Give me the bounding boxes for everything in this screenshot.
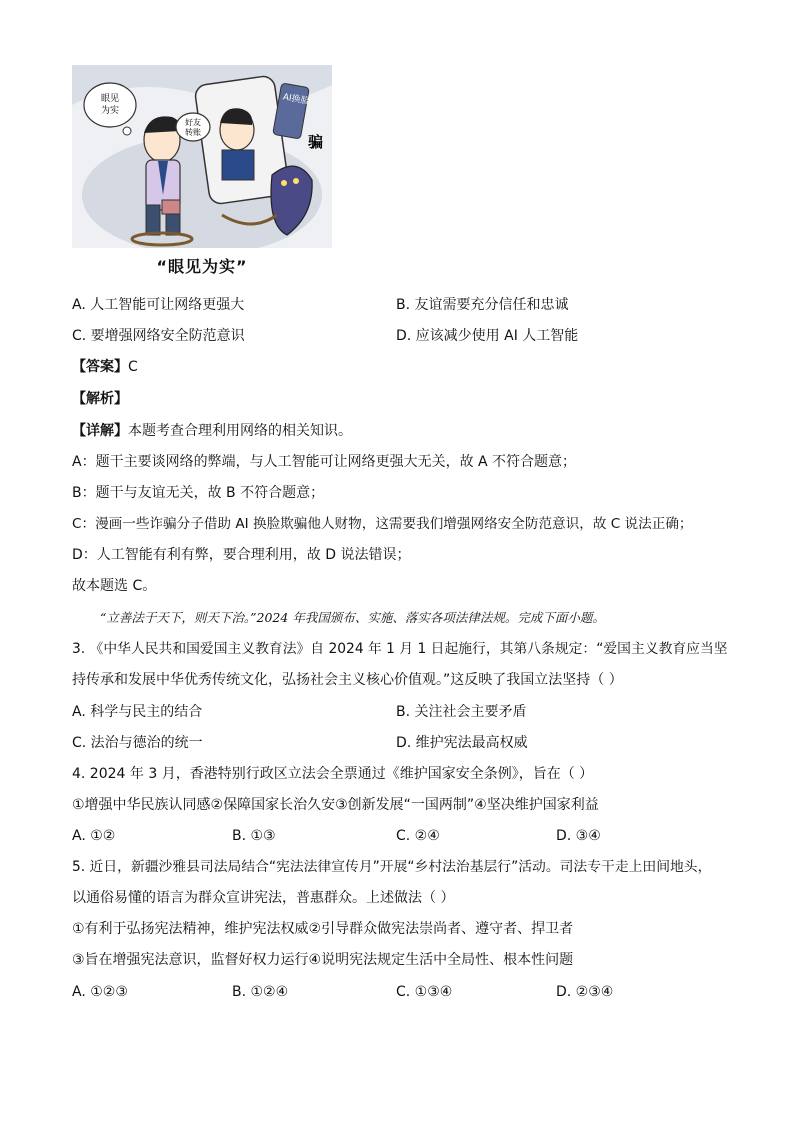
q2-option-a: A. 人工智能可让网络更强大 [72,297,245,313]
q5-items-line-2: ③旨在增强宪法意识，监督好权力运行④说明宪法规定生活中全局性、根本性问题 [72,952,574,968]
bubble-left-text-1: 眼见 [100,94,120,104]
detail-text: 本题考查合理利用网络的相关知识。 [128,423,352,439]
figure-caption: “眼见为实” [156,257,248,276]
q5-stem-line-2: 以通俗易懂的语言为群众宣讲宪法，普惠群众。上述做法（ ） [72,890,455,906]
q2-conclusion: 故本题选 C。 [72,578,157,594]
q5-option-b: B. ①②④ [232,984,289,1000]
q4-items: ①增强中华民族认同感②保障国家长治久安③创新发展“一国两制”④坚决维护国家利益 [72,797,599,813]
q2-option-b: B. 友谊需要充分信任和忠诚 [396,297,569,313]
cartoon-illustration [72,65,332,248]
q3-stem-line-2: 持传承和发展中华优秀传统文化，弘扬社会主义核心价值观。”这反映了我国立法坚持（ ） [72,672,623,688]
bubble-mid-text-1: 好友 [185,118,201,127]
ai-sign-text: AI换脸 [281,92,311,107]
q5-stem-line-1: 5. 近日，新疆沙雅县司法局结合“宪法法律宣传月”开展“乡村法治基层行”活动。司法专干走上田间地头， [72,859,712,875]
q3-stem-line-1: 3. 《中华人民共和国爱国主义教育法》自 2024 年 1 月 1 日起施行，其第八条规定：“爱国主义教育应当坚 [72,641,728,657]
bubble-left-text-2: 为实 [100,106,120,116]
q5-option-a: A. ①②③ [72,984,128,1000]
q4-option-b: B. ①③ [232,828,276,844]
q2-explanation-d: D：人工智能有利有弊，要合理利用，故 D 说法错误； [72,547,411,563]
answer-label: 【答案】 [72,359,128,375]
q2-option-d: D. 应该减少使用 AI 人工智能 [396,328,579,344]
q3-option-d: D. 维护宪法最高权威 [396,735,528,751]
q3-option-a: A. 科学与民主的结合 [72,704,203,720]
section-intro: “立善法于天下，则天下治。”2024 年我国颁布、实施、落实各项法律法规。完成下面小题。 [100,610,605,625]
q5-items-line-1: ①有利于弘扬宪法精神，维护宪法权威②引导群众做宪法崇尚者、遵守者、捍卫者 [72,921,574,937]
q4-option-d: D. ③④ [556,828,601,844]
q4-stem: 4. 2024 年 3 月，香港特别行政区立法会全票通过《维护国家安全条例》，旨在（ ） [72,766,594,782]
cartoon-svg [72,65,332,248]
q2-explanation-b: B：题干与友谊无关，故 B 不符合题意； [72,485,325,501]
q5-option-d: D. ②③④ [556,984,614,1000]
bubble-mid-text-2: 转账 [185,128,201,137]
q2-explanation-c: C：漫画一些诈骗分子借助 AI 换脸欺骗他人财物，这需要我们增强网络安全防范意识，故 C 说法正确； [72,516,693,532]
q4-option-a: A. ①② [72,828,116,844]
q5-option-c: C. ①③④ [396,984,453,1000]
q2-analysis [72,389,128,409]
analysis-label: 【解析】 [72,391,128,407]
scam-label: 骗 [308,133,324,151]
q4-option-c: C. ②④ [396,828,440,844]
q2-answer [72,357,138,377]
q2-detail [72,421,352,441]
detail-label: 【详解】 [72,423,128,439]
q2-explanation-a: A：题干主要谈网络的弊端，与人工智能可让网络更强大无关，故 A 不符合题意； [72,454,577,470]
q3-option-b: B. 关注社会主要矛盾 [396,704,527,720]
q2-option-c: C. 要增强网络安全防范意识 [72,328,245,344]
answer-value: C [128,359,138,375]
q3-option-c: C. 法治与德治的统一 [72,735,203,751]
